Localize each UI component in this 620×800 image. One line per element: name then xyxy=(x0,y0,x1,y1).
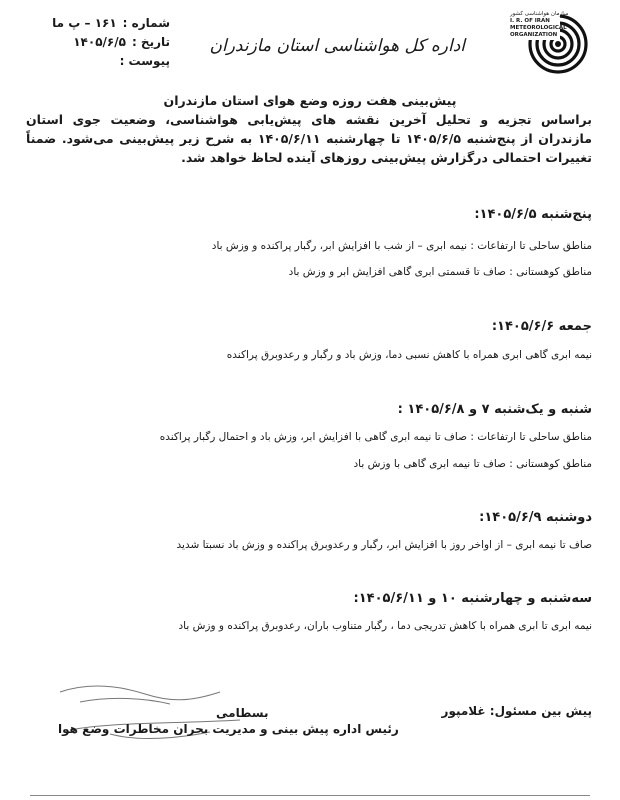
logo-text-fa: سازمان هواشناسی کشور xyxy=(510,11,569,17)
document-title: پیش‌بینی هفت روزه وضع هوای استان مازندران xyxy=(163,93,457,108)
signer-role: رئیس اداره پیش بینی و مدیریت بحران مخاطرات وضع هوا xyxy=(58,722,399,736)
number-label: شماره : xyxy=(122,16,170,30)
logo-text-line: METEOROLOGICAL xyxy=(510,25,567,31)
document-meta xyxy=(30,14,170,71)
attachment-label: پیوست : xyxy=(119,54,170,68)
section-line: مناطق ساحلی تا ارتفاعات : نیمه ابری – از شب با افزایش ابر، رگبار پراکنده و وزش باد xyxy=(211,240,592,252)
section-title: شنبه و یک‌شنبه ۷ و ۱۴۰۵/۶/۸ : xyxy=(397,402,592,417)
section-line: نیمه ابری گاهی ابری همراه با کاهش نسبی دما، وزش باد و رگبار و رعدوبرق پراکنده xyxy=(226,349,592,361)
logo-text-line: I. R. OF IRAN xyxy=(510,18,550,24)
meta-number xyxy=(30,14,170,33)
section-line: مناطق کوهستانی : صاف تا نیمه ابری گاهی با وزش باد xyxy=(353,458,592,470)
section-title: جمعه ۱۴۰۵/۶/۶: xyxy=(491,319,592,334)
section-title: پنج‌شنبه ۱۴۰۵/۶/۵: xyxy=(474,207,592,222)
section-line: مناطق کوهستانی : صاف تا قسمتی ابری گاهی افزایش ابر و وزش باد xyxy=(288,266,592,278)
section-title: سه‌شنبه و چهارشنبه ۱۰ و ۱۴۰۵/۶/۱۱: xyxy=(353,591,592,606)
date-label: تاریخ : xyxy=(131,35,170,49)
forecaster-name: پیش بین مسئول: غلامپور xyxy=(441,704,592,718)
number-value: ۱۶۱ – پ ما xyxy=(52,16,117,30)
signer-name: بسطامی xyxy=(216,706,269,720)
section-line: مناطق ساحلی تا ارتفاعات : صاف تا نیمه ابری گاهی با افزایش ابر، وزش باد و احتمال رگبار پراکنده xyxy=(159,431,592,443)
page-bottom-divider xyxy=(30,795,590,796)
logo-text-line: ORGANIZATION xyxy=(510,32,558,38)
organization-logo xyxy=(510,6,590,84)
date-value: ۱۴۰۵/۶/۵ xyxy=(73,35,126,49)
organization-title: اداره کل هواشناسی استان مازندران xyxy=(209,36,465,56)
section-title: دوشنبه ۱۴۰۵/۶/۹: xyxy=(479,510,592,525)
section-line: نیمه ابری تا ابری همراه با کاهش تدریجی دما ، رگبار متناوب باران، رعدوبرق پراکنده و وزش باد xyxy=(178,620,592,632)
meta-attachment xyxy=(30,52,170,71)
intro-paragraph: براساس تجزیه و تحلیل آخرین نقشه های پیش‌یابی هواشناسی، وضعیت جوی استان مازندران از پنج‌شنبه ۱۴۰۵/۶/۵ تا چهارشنبه ۱۴۰۵/۶/۱۱ به شرح زیر پیش‌بینی می‌شود. ضمناً تغییرات احتمالی درگزارش پیش‌بینی روزهای آینده لحاظ خواهد شد. xyxy=(26,112,592,165)
logo-caption xyxy=(510,11,580,39)
meta-date xyxy=(30,33,170,52)
section-line: صاف تا نیمه ابری – از اواخر روز با افزایش ابر، رگبار و رعدوبرق پراکنده و وزش باد نسبتا شدید xyxy=(176,539,592,551)
